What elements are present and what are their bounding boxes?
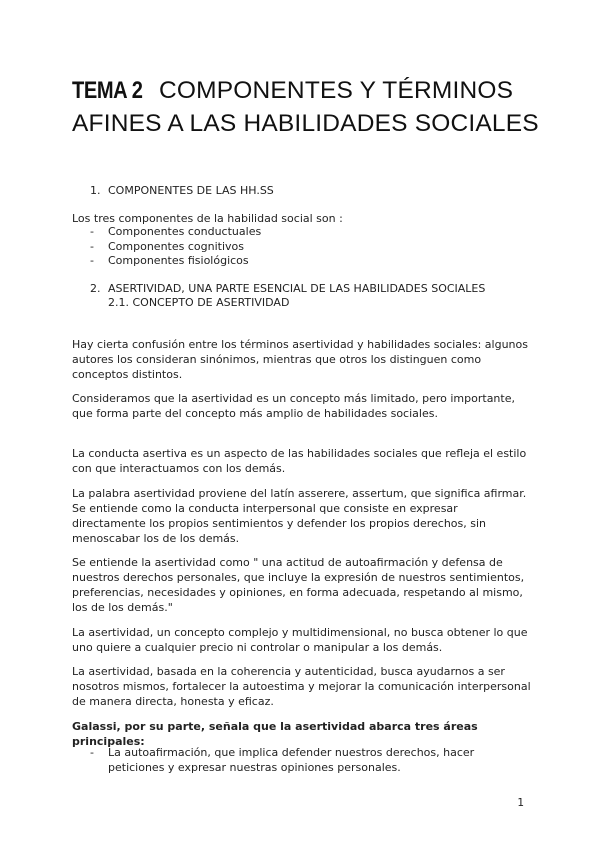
dash-bullet: -	[90, 746, 94, 759]
paragraph	[72, 337, 532, 382]
paragraph	[72, 664, 532, 709]
section-2-number: 2.	[90, 282, 101, 295]
paragraph	[72, 555, 532, 615]
paragraph	[72, 625, 532, 655]
paragraph-text: Se entiende la asertividad como " una actitud de autoafirmación y defensa de nuestros derechos personales, que incluye la expresión de nuestros sentimientos, preferencias, necesidades y opiniones, en forma adecuada, respetando al mismo, los de los demás."	[72, 556, 525, 614]
list-item-text: Componentes conductuales	[108, 225, 262, 238]
section-2-label: ASERTIVIDAD, UNA PARTE ESENCIAL DE LAS HABILIDADES SOCIALES	[108, 282, 486, 295]
page-title	[72, 74, 542, 140]
components-intro: Los tres componentes de la habilidad social son :	[72, 212, 343, 225]
paragraph-text: La palabra asertividad proviene del latín asserere, assertum, que significa afirmar. Se entiende como la conducta interpersonal que consiste en expresar directamente los propios sentimientos y defender los propios derechos, sin menoscabar los de los demás.	[72, 487, 527, 545]
paragraph	[72, 486, 532, 546]
dash-bullet: -	[90, 225, 94, 238]
section-1-number: 1.	[90, 184, 101, 197]
list-item	[90, 254, 530, 269]
dash-bullet: -	[90, 239, 94, 253]
paragraph-text: Hay cierta confusión entre los términos asertividad y habilidades sociales: algunos autores los consideran sinónimos, mientras que otros los distinguen como conceptos distintos.	[72, 338, 528, 381]
galassi-heading: Galassi, por su parte, señala que la asertividad abarca tres áreas principales:	[72, 720, 478, 748]
paragraph-text: Consideramos que la asertividad es un concepto más limitado, pero importante, que forma parte del concepto más amplio de habilidades sociales.	[72, 392, 515, 420]
title-tema-label: TEMA 2	[72, 77, 143, 104]
page-number: 1	[517, 797, 524, 809]
paragraph	[72, 391, 532, 421]
paragraph-text: La asertividad, basada en la coherencia y autenticidad, busca ayudarnos a ser nosotros mismos, fortalecer la autoestima y mejorar la comunicación interpersonal de manera directa, honesta y eficaz.	[72, 665, 531, 708]
areas-list	[90, 745, 530, 775]
paragraph-text: La conducta asertiva es un aspecto de las habilidades sociales que refleja el estilo con que interactuamos con los demás.	[72, 447, 527, 475]
list-item	[90, 225, 530, 240]
dash-bullet: -	[90, 254, 94, 267]
components-list	[90, 225, 530, 269]
subsection-2-1-heading: 2.1. CONCEPTO DE ASERTIVIDAD	[108, 296, 290, 309]
list-item	[90, 745, 530, 775]
paragraph-text: La asertividad, un concepto complejo y multidimensional, no busca obtener lo que uno quiere a cualquier precio ni controlar o manipular a los demás.	[72, 626, 528, 654]
list-item-text: Componentes fisiológicos	[108, 254, 249, 267]
paragraph	[72, 446, 532, 476]
list-item	[90, 240, 530, 255]
list-item-text: La autoafirmación, que implica defender nuestros derechos, hacer peticiones y expresar nuestras opiniones personales.	[108, 746, 475, 774]
title-text: COMPONENTES Y TÉRMINOS AFINES A LAS HABILIDADES SOCIALES	[72, 77, 539, 137]
section-1-label: COMPONENTES DE LAS HH.SS	[108, 184, 274, 197]
list-item-text: Componentes cognitivos	[108, 239, 244, 253]
